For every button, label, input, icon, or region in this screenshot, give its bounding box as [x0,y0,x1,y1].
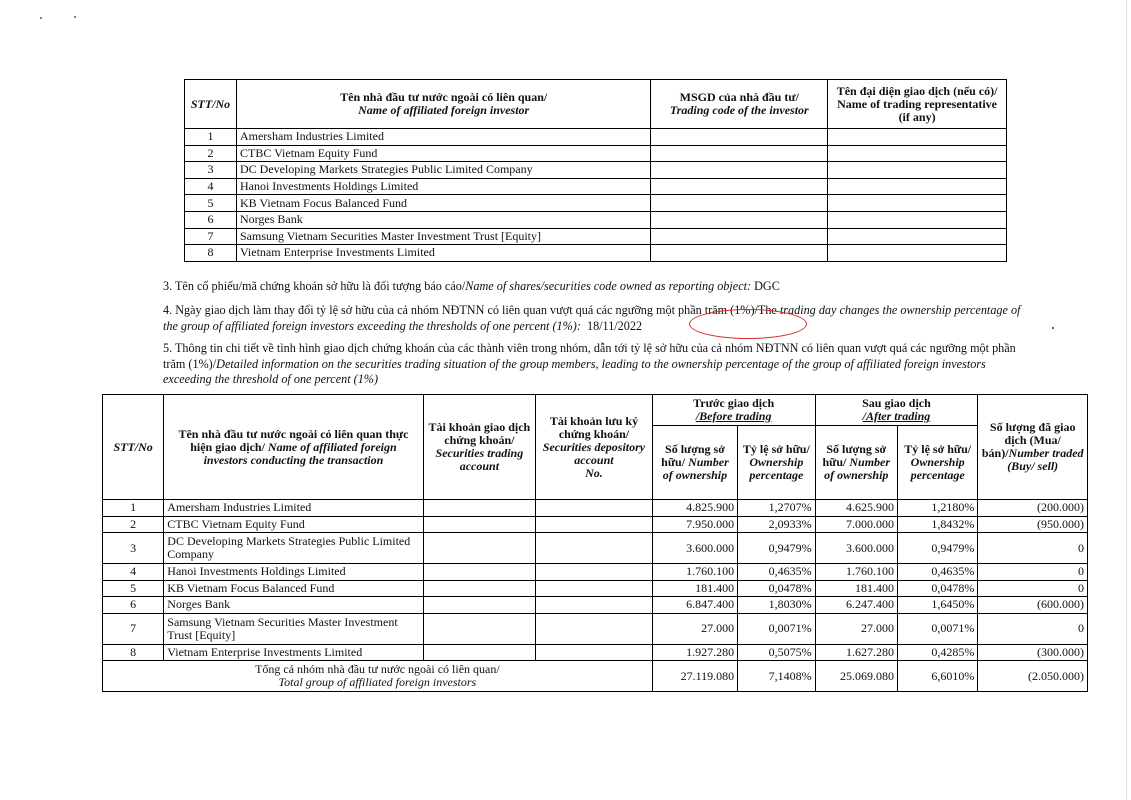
section-3 [163,279,1033,295]
header-trading-account [423,395,536,500]
header-trading-code [651,80,828,129]
row-no: 7 [185,228,237,245]
header-code-en: Trading code of the investor [669,103,809,117]
row-before-pct: 0,0071% [738,613,815,644]
scan-speck [40,17,42,19]
row-traded: 0 [978,613,1088,644]
row-trading-code [651,195,828,212]
header-after-vi: Sau giao dịch [862,396,931,410]
row-traded: (950.000) [978,516,1088,533]
header-qty2-vi: Số lượng sở hữu/ [822,442,887,469]
row-no: 3 [185,162,237,179]
row-investor-name: KB Vietnam Focus Balanced Fund [164,580,423,597]
row-no: 2 [185,145,237,162]
row-before-qty: 1.760.100 [652,564,737,581]
red-annotation-circle [689,309,807,339]
table-header-row [103,395,1088,426]
row-investor-name: KB Vietnam Focus Balanced Fund [236,195,650,212]
row-trading-code [651,162,828,179]
row-traded: (200.000) [978,500,1088,517]
row-depository-account [536,597,653,614]
row-after-pct: 0,9479% [897,533,977,564]
row-trading-account [423,500,536,517]
total-after-qty: 25.069.080 [815,661,897,692]
header-investor-name [164,395,423,500]
row-trading-code [651,178,828,195]
row-before-pct: 1,2707% [738,500,815,517]
header-after-qty [815,426,897,500]
header-after-en: /After trading [862,409,931,423]
scan-speck [74,16,76,18]
row-trading-account [423,564,536,581]
table-row [103,644,1088,661]
row-trading-account [423,597,536,614]
header-qty-en: Number of ownership [662,455,729,482]
row-investor-name: Amersham Industries Limited [236,129,650,146]
row-before-qty: 181.400 [652,580,737,597]
row-after-qty: 27.000 [815,613,897,644]
row-after-qty: 7.000.000 [815,516,897,533]
row-before-pct: 1,8030% [738,597,815,614]
header-name-vi: Tên nhà đầu tư nước ngoài có liên quan/ [340,90,548,104]
row-representative [828,162,1007,179]
row-trading-account [423,644,536,661]
header-after-trading [815,395,978,426]
row-representative [828,211,1007,228]
table-row [103,533,1088,564]
row-depository-account [536,613,653,644]
row-depository-account [536,580,653,597]
table-row [185,228,1007,245]
row-trading-code [651,129,828,146]
header-no: STT/No [185,80,237,129]
row-trading-code [651,145,828,162]
header-pct-en: Ownership percentage [749,455,804,482]
row-representative [828,178,1007,195]
row-no: 8 [103,644,164,661]
row-depository-account [536,533,653,564]
header-before-vi: Trước giao dịch [693,396,775,410]
trading-details-table [102,394,1088,692]
header-before-en: /Before trading [695,409,772,423]
row-after-pct: 1,2180% [897,500,977,517]
row-after-pct: 1,6450% [897,597,977,614]
table-row [103,580,1088,597]
row-after-qty: 6.247.400 [815,597,897,614]
row-before-pct: 0,4635% [738,564,815,581]
row-no: 8 [185,245,237,262]
section-4-text: 4. Ngày giao dịch làm thay đổi tỷ lệ sở hữu của cả nhóm NĐTNN có liên quan vượt quá các ngưỡng một phần trăm (1%)/The [163,303,780,317]
row-investor-name: Samsung Vietnam Securities Master Investment Trust [Equity] [164,613,423,644]
header-before-trading [652,395,815,426]
row-after-qty: 181.400 [815,580,897,597]
section-5-text: 5. Thông tin chi tiết về tình hình giao dịch chứng khoán của các thành viên trong nhóm, dẫn tới tỷ lệ sở hữu của cả nhóm NĐTNN có liên quan vượt quá các ngưỡng một phần trăm (1%)/ [163,341,1016,371]
row-trading-code [651,211,828,228]
header-code-vi: MSGD của nhà đầu tư/ [679,90,799,104]
row-depository-account [536,500,653,517]
section-3-value: DGC [751,279,780,293]
row-before-qty: 3.600.000 [652,533,737,564]
section-4-text-en: trading day changes the ownership percentage of the group of affiliated foreign investors exceeding the thresholds of one percent (1%): [163,303,1021,333]
row-before-pct: 0,5075% [738,644,815,661]
header-pct2-vi: Tỷ lệ sở hữu/ [904,442,972,456]
total-before-pct: 7,1408% [738,661,815,692]
row-representative [828,228,1007,245]
header-after-pct [897,426,977,500]
row-before-qty: 7.950.000 [652,516,737,533]
header-no: STT/No [103,395,164,500]
section-5 [163,341,1033,388]
row-after-qty: 1.627.280 [815,644,897,661]
row-before-pct: 0,9479% [738,533,815,564]
header-acct-vi: Tài khoản giao dịch chứng khoán/ [428,420,531,447]
header-number-traded [978,395,1088,500]
row-no: 5 [103,580,164,597]
header-before-qty [652,426,737,500]
row-representative [828,145,1007,162]
row-after-qty: 4.625.900 [815,500,897,517]
row-no: 6 [103,597,164,614]
row-after-qty: 3.600.000 [815,533,897,564]
header-name-en: Name of affiliated foreign investors conducting the transaction [203,439,397,467]
header-name-en: Name of affiliated foreign investor [358,103,530,117]
table-row [185,145,1007,162]
row-depository-account [536,564,653,581]
header-qty2-en: Number of ownership [824,455,891,482]
row-representative [828,129,1007,146]
row-investor-name: Vietnam Enterprise Investments Limited [236,245,650,262]
section-4 [163,303,1033,334]
row-after-pct: 0,0071% [897,613,977,644]
row-traded: (300.000) [978,644,1088,661]
total-label-vi: Tổng cả nhóm nhà đầu tư nước ngoài có liên quan/ [255,662,500,676]
table-row [103,613,1088,644]
row-investor-name: Norges Bank [164,597,423,614]
header-representative: Tên đại diện giao dịch (nếu có)/ Name of trading representative (if any) [828,80,1007,129]
table-row [185,129,1007,146]
header-pct-vi: Tỷ lệ sở hữu/ [742,442,810,456]
row-trading-account [423,516,536,533]
scan-edge [1126,0,1127,800]
header-acct-en: Securities trading account [435,446,524,473]
row-no: 1 [103,500,164,517]
header-pct2-en: Ownership percentage [910,455,965,482]
row-no: 7 [103,613,164,644]
row-traded: 0 [978,533,1088,564]
table-row [103,564,1088,581]
row-trading-account [423,580,536,597]
row-no: 2 [103,516,164,533]
row-depository-account [536,516,653,533]
table-row [185,162,1007,179]
row-before-qty: 27.000 [652,613,737,644]
row-depository-account [536,644,653,661]
row-after-pct: 1,8432% [897,516,977,533]
row-after-pct: 0,4635% [897,564,977,581]
row-before-qty: 6.847.400 [652,597,737,614]
table-row [185,245,1007,262]
row-after-pct: 0,0478% [897,580,977,597]
row-before-qty: 1.927.280 [652,644,737,661]
section-3-text-en: Name of shares/securities code owned as reporting object: [465,279,752,293]
table-row [103,500,1088,517]
row-investor-name: DC Developing Markets Strategies Public Limited Company [164,533,423,564]
total-label-en: Total group of affiliated foreign investors [278,675,477,689]
header-investor-name [236,80,650,129]
scan-speck [1052,327,1054,329]
row-investor-name: Vietnam Enterprise Investments Limited [164,644,423,661]
row-no: 5 [185,195,237,212]
table-row [185,211,1007,228]
row-trading-code [651,245,828,262]
row-no: 6 [185,211,237,228]
trading-date: 18/11/2022 [586,318,643,333]
header-before-pct [738,426,815,500]
row-trading-account [423,613,536,644]
table-row [185,195,1007,212]
row-before-pct: 2,0933% [738,516,815,533]
row-representative [828,245,1007,262]
header-dep-no: No. [585,465,603,480]
row-investor-name: CTBC Vietnam Equity Fund [164,516,423,533]
row-investor-name: DC Developing Markets Strategies Public Limited Company [236,162,650,179]
row-traded: (600.000) [978,597,1088,614]
row-trading-account [423,533,536,564]
row-investor-name: Amersham Industries Limited [164,500,423,517]
header-qty-vi: Số lượng sở hữu/ [661,442,725,469]
total-label [103,661,653,692]
header-name-vi: Tên nhà đầu tư nước ngoài có liên quan thực hiện giao dịch/ [178,426,409,454]
table-header-row [185,80,1007,129]
row-no: 4 [103,564,164,581]
table-row [185,178,1007,195]
row-no: 1 [185,129,237,146]
header-dep-en: Securities depository account [542,439,646,467]
row-investor-name: Norges Bank [236,211,650,228]
section-5-text-en: Detailed information on the securities trading situation of the group members, leading to the ownership percentage of the group of affiliated foreign investors exceeding the threshold of one percent (1%) [163,356,986,386]
header-traded-en: Number traded (Buy/ sell) [1007,446,1084,473]
row-after-pct: 0,4285% [897,644,977,661]
row-traded: 0 [978,564,1088,581]
row-investor-name: Hanoi Investments Holdings Limited [164,564,423,581]
row-representative [828,195,1007,212]
affiliated-investors-table [184,79,1007,262]
row-no: 3 [103,533,164,564]
row-before-pct: 0,0478% [738,580,815,597]
total-traded: (2.050.000) [978,661,1088,692]
table-row [103,597,1088,614]
row-no: 4 [185,178,237,195]
total-before-qty: 27.119.080 [652,661,737,692]
row-traded: 0 [978,580,1088,597]
total-after-pct: 6,6010% [897,661,977,692]
header-depository-account [536,395,653,500]
row-investor-name: Samsung Vietnam Securities Master Investment Trust [Equity] [236,228,650,245]
row-investor-name: CTBC Vietnam Equity Fund [236,145,650,162]
total-row [103,661,1088,692]
section-3-text: 3. Tên cổ phiếu/mã chứng khoán sở hữu là đối tượng báo cáo/ [163,279,466,293]
row-after-qty: 1.760.100 [815,564,897,581]
table-row [103,516,1088,533]
header-traded-vi: Số lượng đã giao dịch (Mua/ bán)/ [981,420,1076,460]
header-dep-vi: Tài khoản lưu ký chứng khoán/ [549,413,639,441]
row-investor-name: Hanoi Investments Holdings Limited [236,178,650,195]
row-before-qty: 4.825.900 [652,500,737,517]
row-trading-code [651,228,828,245]
